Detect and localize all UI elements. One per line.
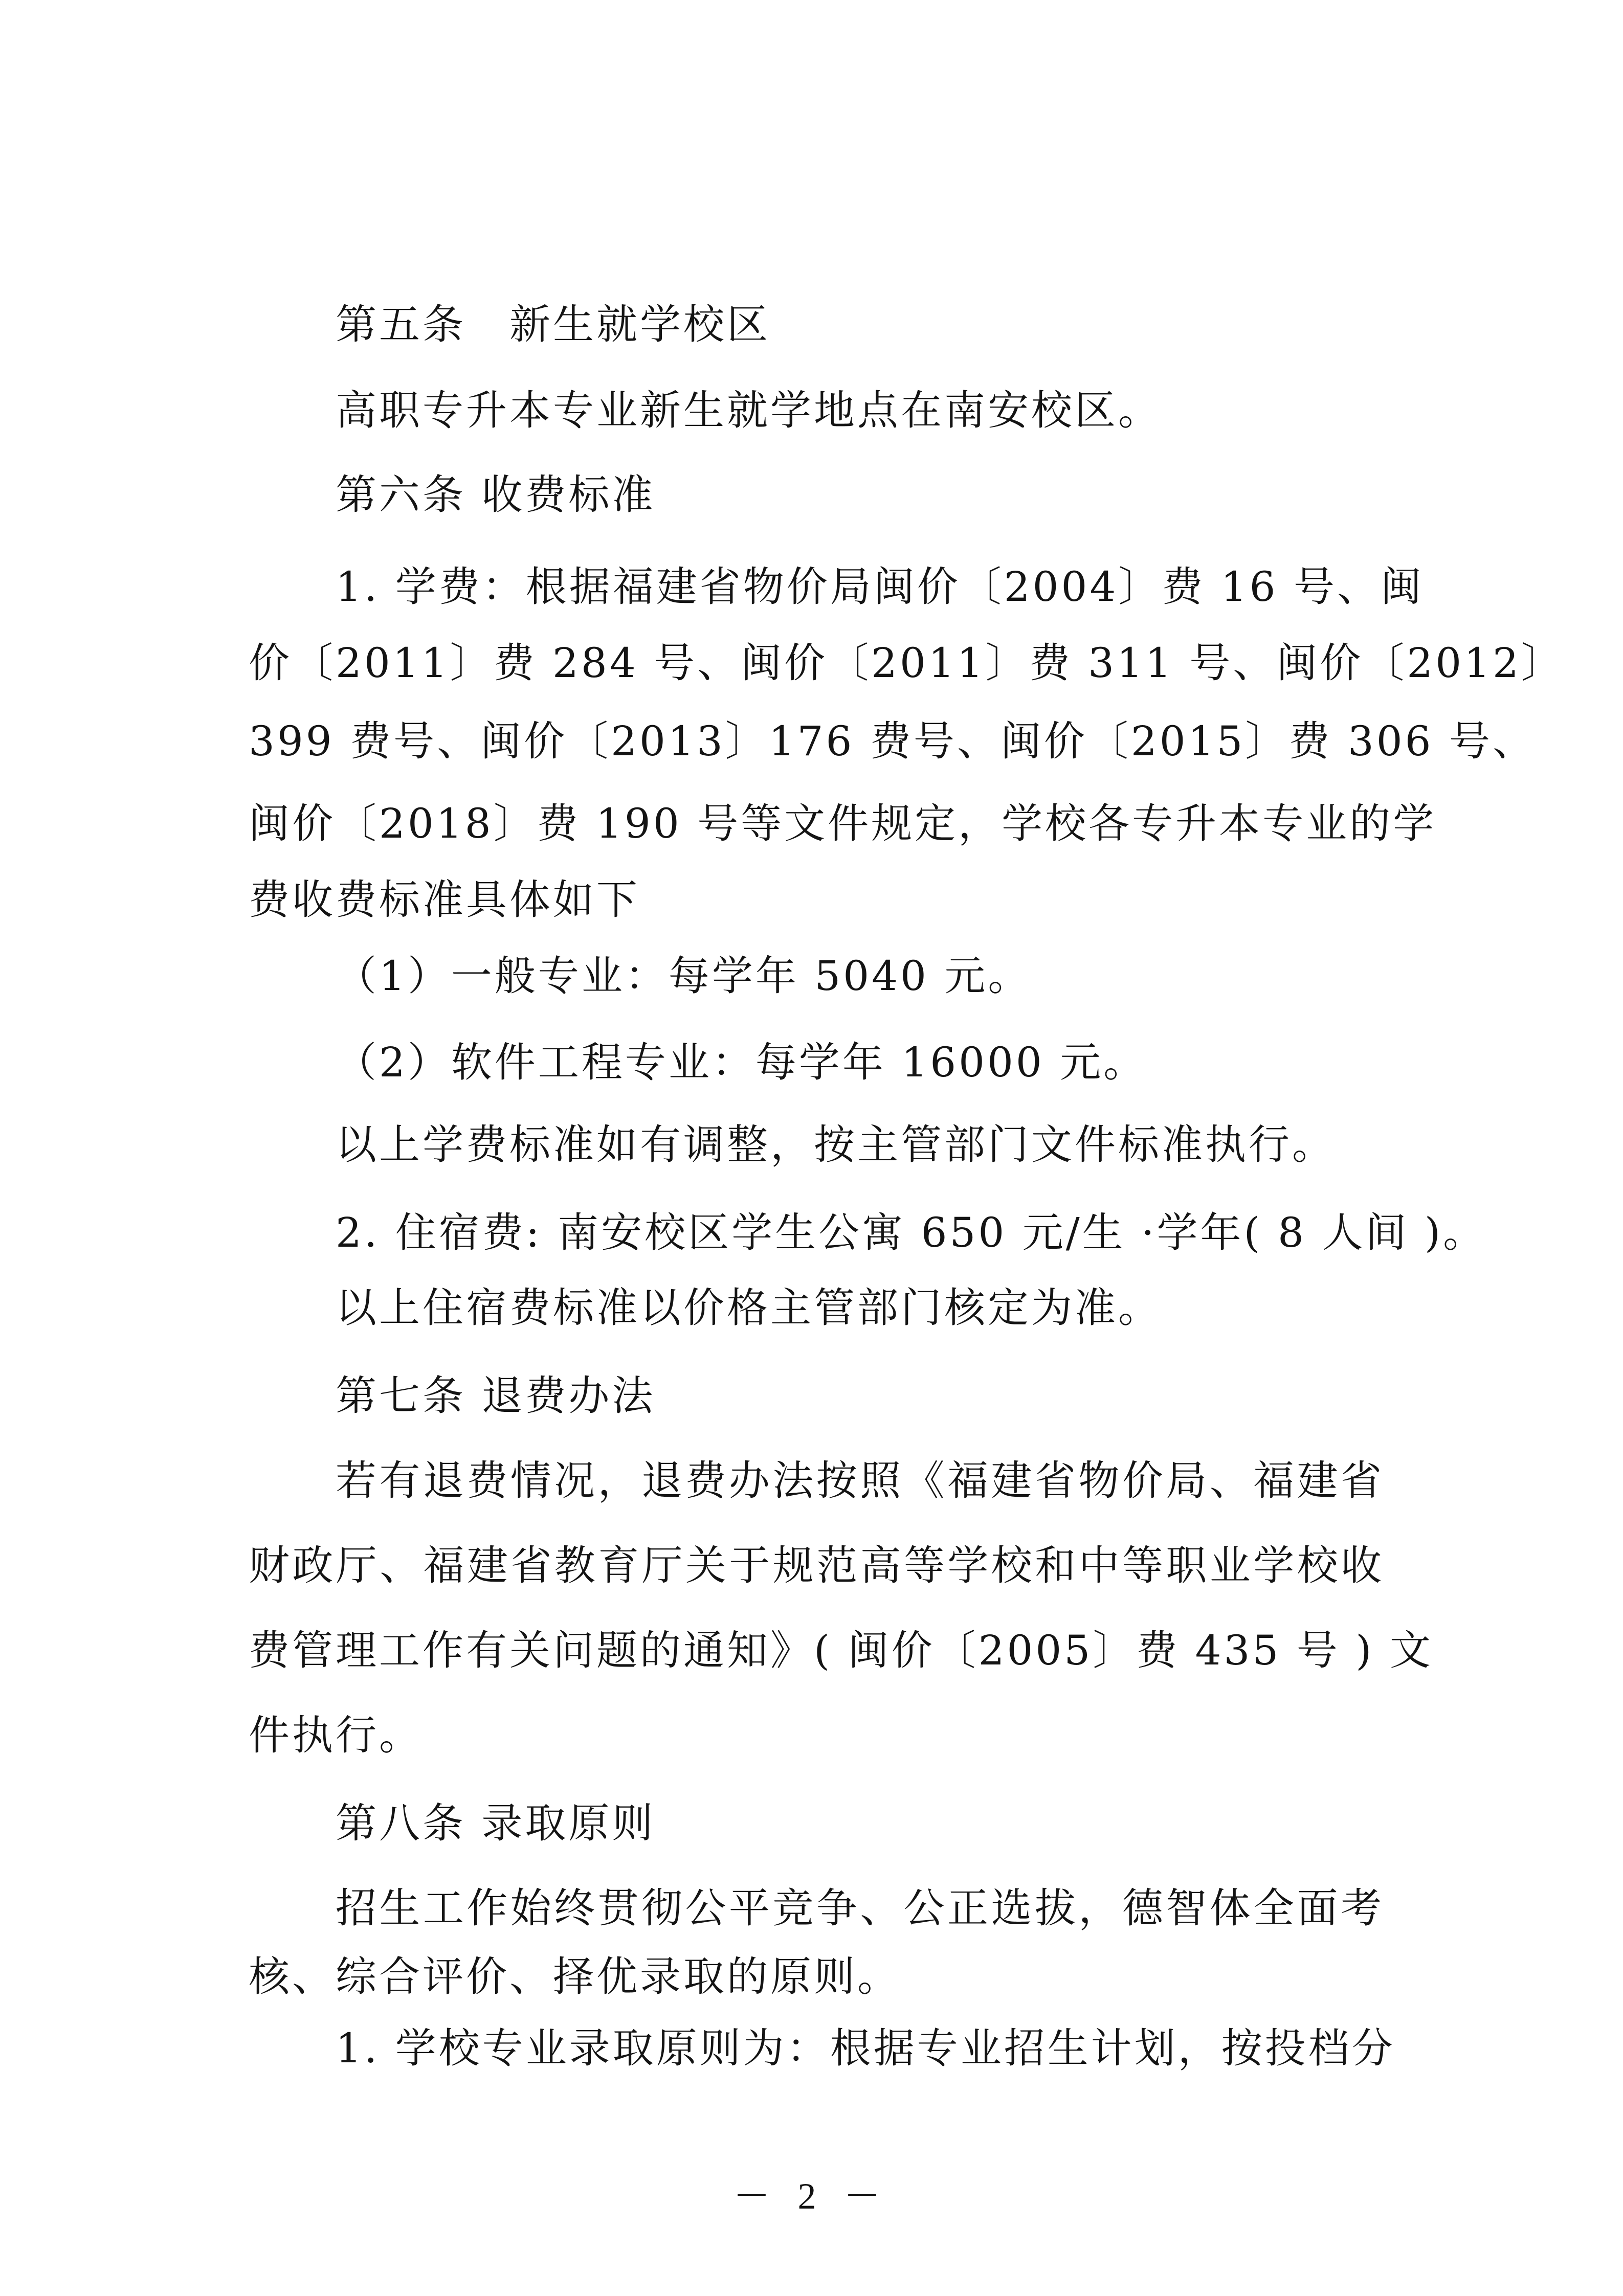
page-number: － 2 － bbox=[733, 2176, 890, 2217]
tuition-paragraph-line-5: 费收费标准具体如下 bbox=[249, 876, 640, 924]
tuition-adjustment-note: 以上学费标准如有调整，按主管部门文件标准执行。 bbox=[336, 1121, 1336, 1168]
refund-paragraph-line-2: 财政厅、福建省教育厅关于规范高等学校和中等职业学校收 bbox=[249, 1542, 1384, 1589]
admission-principle-line-2: 核、综合评价、择优录取的原则。 bbox=[249, 1953, 901, 2000]
accommodation-fee: 2. 住宿费: 南安校区学生公寓 650 元/生 ·学年( 8 人间 )。 bbox=[336, 1209, 1487, 1256]
accommodation-fee-note: 以上住宿费标准以价格主管部门核定为准。 bbox=[336, 1284, 1162, 1332]
article-6-heading: 第六条 收费标准 bbox=[336, 471, 656, 519]
tuition-paragraph-line-1: 1. 学费：根据福建省物价局闽价〔2004〕费 16 号、闽 bbox=[336, 563, 1425, 611]
tuition-paragraph-line-2: 价〔2011〕费 284 号、闽价〔2011〕费 311 号、闽价〔2012〕 bbox=[249, 639, 1565, 687]
article-5-heading: 第五条 新生就学校区 bbox=[336, 301, 770, 348]
software-engineering-fee: （2）软件工程专业：每学年 16000 元。 bbox=[336, 1039, 1147, 1086]
admission-principle-line-1: 招生工作始终贯彻公平竞争、公正选拔，德智体全面考 bbox=[336, 1884, 1384, 1932]
article-8-heading: 第八条 录取原则 bbox=[336, 1799, 656, 1847]
refund-paragraph-line-3: 费管理工作有关问题的通知》( 闽价〔2005〕费 435 号 ) 文 bbox=[249, 1627, 1433, 1674]
general-major-fee: （1）一般专业：每学年 5040 元。 bbox=[336, 952, 1032, 1000]
major-admission-rule-line-1: 1. 学校专业录取原则为：根据专业招生计划，按投档分 bbox=[336, 2024, 1395, 2072]
refund-paragraph-line-4: 件执行。 bbox=[249, 1712, 423, 1759]
article-7-heading: 第七条 退费办法 bbox=[336, 1372, 656, 1420]
refund-paragraph-line-1: 若有退费情况，退费办法按照《福建省物价局、福建省 bbox=[336, 1457, 1384, 1504]
tuition-paragraph-line-4: 闽价〔2018〕费 190 号等文件规定，学校各专升本专业的学 bbox=[249, 800, 1437, 847]
article-5-text: 高职专升本专业新生就学地点在南安校区。 bbox=[336, 387, 1162, 434]
tuition-paragraph-line-3: 399 费号、闽价〔2013〕176 费号、闽价〔2015〕费 306 号、 bbox=[249, 717, 1536, 765]
